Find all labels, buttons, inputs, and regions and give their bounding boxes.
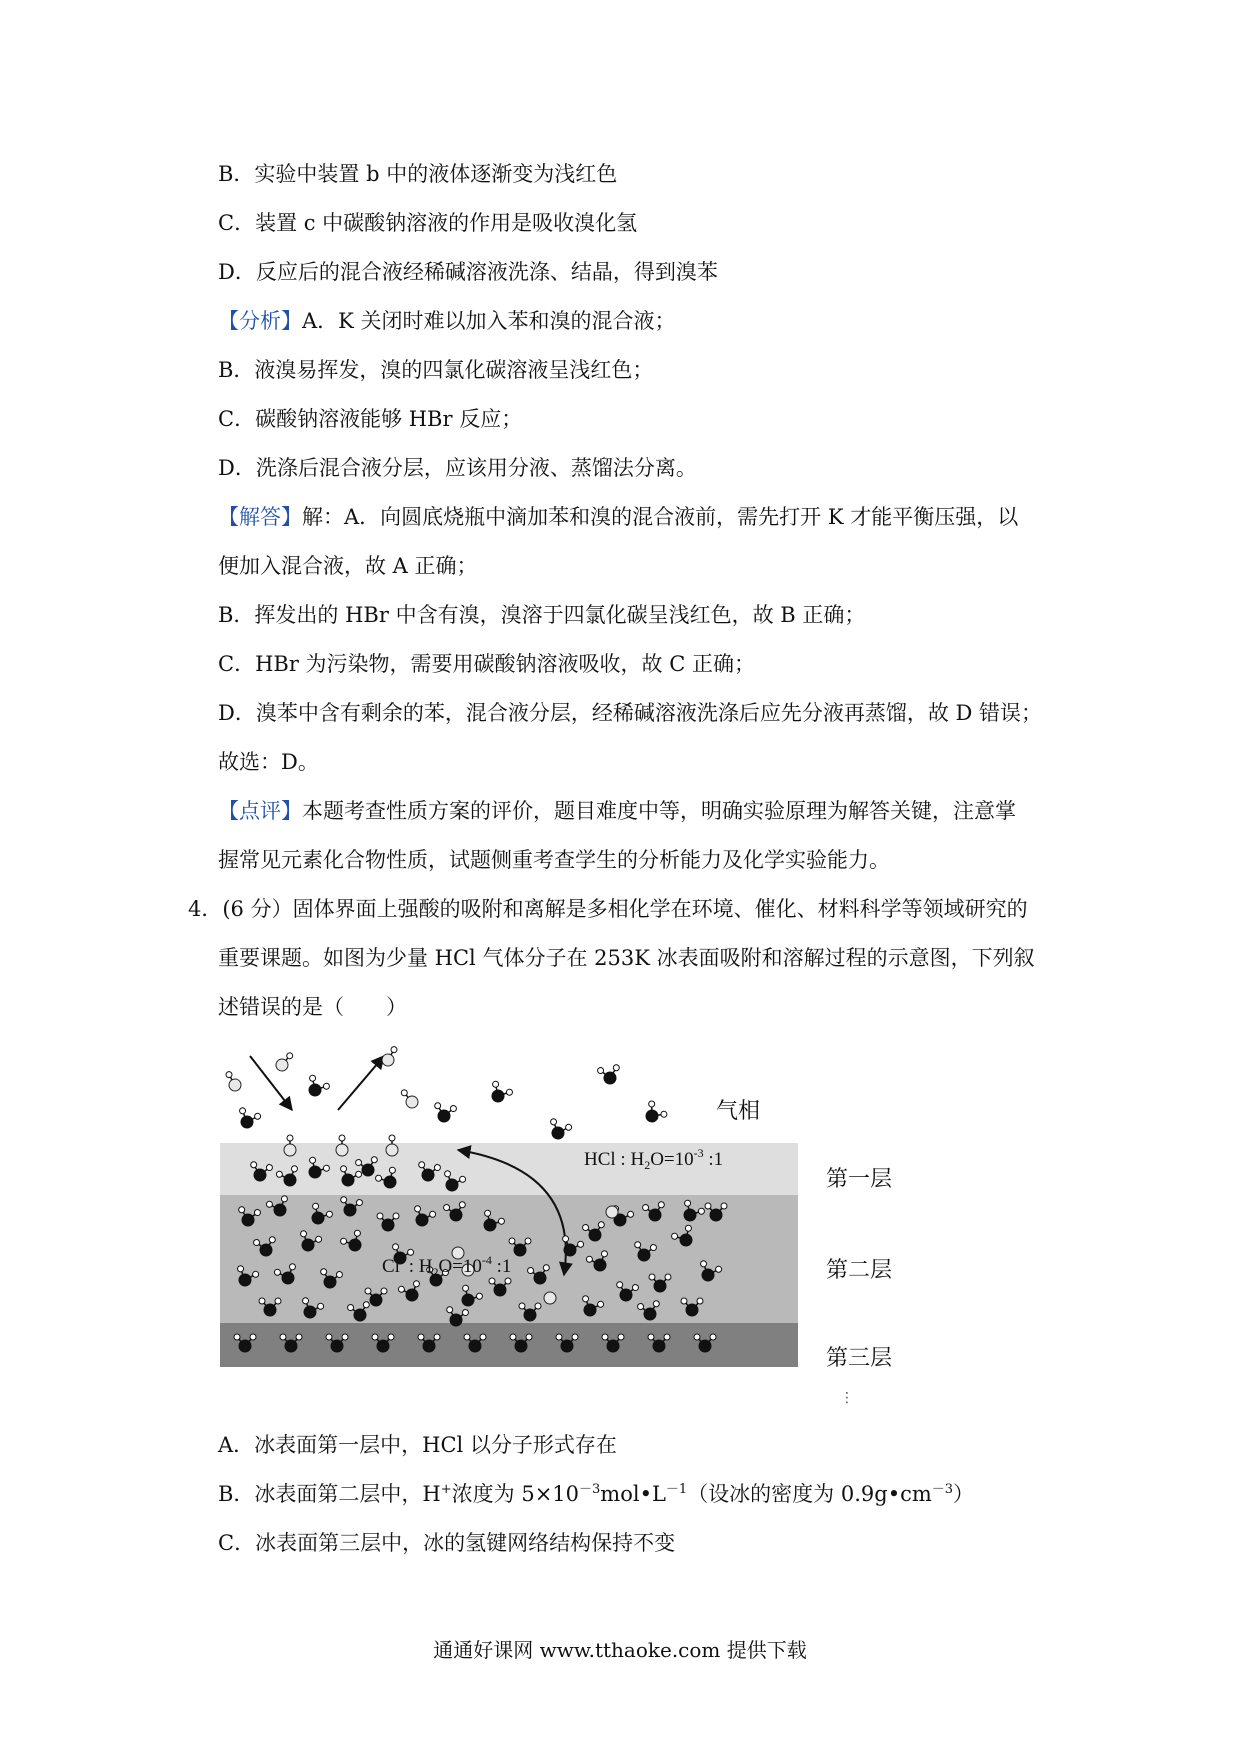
- water-molecule: [640, 1100, 668, 1128]
- layer-3-label: 第三层: [826, 1345, 893, 1370]
- option-b-line: B．实验中装置 b 中的液体逐渐变为浅红色: [218, 162, 618, 186]
- analysis-line-d: D．洗涤后混合液分层，应该用分液、蒸馏法分离。: [218, 456, 697, 480]
- layer-1-label: 第一层: [826, 1166, 893, 1191]
- option-4b-line: B．冰表面第二层中，H+浓度为 $5\times 10^{-3}mol•L^{-1}$（设冰的密度为 $0.9g•cm^{-3}$）: [218, 1482, 975, 1506]
- hcl-molecule: [386, 1135, 398, 1156]
- option-4a-line: A．冰表面第一层中，HCl 以分子形式存在: [218, 1433, 617, 1457]
- chloride-ion: [544, 1292, 556, 1304]
- water-molecule: [597, 1064, 622, 1086]
- water-molecule: [235, 1107, 262, 1131]
- review-line-1: [218, 797, 1016, 825]
- review-line-2: 握常见元素化合物性质，试题侧重考查学生的分析能力及化学实验能力。: [218, 848, 890, 872]
- hcl-molecule: [398, 1087, 421, 1111]
- water-molecule: [485, 1080, 513, 1107]
- analysis-line-c: C．碳酸钠溶液能够 HBr 反应；: [218, 407, 523, 431]
- hcl-molecule: [222, 1069, 243, 1093]
- question-4-line-3: 述错误的是（ ）: [218, 995, 407, 1019]
- water-molecule: [546, 1118, 573, 1142]
- water-molecule: [302, 1074, 330, 1101]
- continuation-dots: ⋮: [840, 1390, 854, 1406]
- option-4c-line: C．冰表面第三层中，冰的氢键网络结构保持不变: [218, 1531, 676, 1555]
- answer-line-a1: [218, 503, 1018, 531]
- analysis-tag: 【分析】: [218, 309, 302, 333]
- layer-2-label: 第二层: [826, 1257, 893, 1282]
- answer-tag: 【解答】: [218, 505, 302, 529]
- analysis-a-text: A．K 关闭时难以加入苯和溴的混合液；: [302, 309, 676, 333]
- option-d-line: D．反应后的混合液经稀碱溶液洗涤、结晶，得到溴苯: [218, 260, 718, 284]
- answer-choice-line: 故选：D。: [218, 750, 319, 774]
- page-footer: 通通好课网 www.tthaoke.com 提供下载: [433, 1638, 807, 1662]
- water-molecule: [432, 1102, 457, 1124]
- hcl-molecule: [336, 1135, 348, 1156]
- gas-phase-label: 气相: [716, 1098, 761, 1123]
- option-c-line: C．装置 c 中碳酸钠溶液的作用是吸收溴化氢: [218, 211, 638, 235]
- answer-line-d: D．溴苯中含有剩余的苯，混合液分层，经稀碱溶液洗涤后应先分液再蒸馏，故 D 错误；: [218, 701, 1043, 725]
- answer-line-a2: 便加入混合液，故 A 正确；: [218, 554, 478, 578]
- hcl-ice-surface-diagram: [200, 1040, 900, 1410]
- hcl-molecule: [380, 1044, 401, 1068]
- answer-a1-text: 解：A．向圆底烧瓶中滴加苯和溴的混合液前，需先打开 K 才能平衡压强，以: [302, 505, 1019, 529]
- outgoing-arrow: [338, 1056, 384, 1110]
- analysis-line-b: B．液溴易挥发，溴的四氯化碳溶液呈浅红色；: [218, 358, 654, 382]
- ratio-layer-2: Cl- : $H_2O=10^{-4}$ :1: [382, 1253, 512, 1279]
- question-4-line-1: 4．(6 分）固体界面上强酸的吸附和离解是多相化学在环境、催化、材料科学等领域研究的: [188, 897, 1028, 921]
- answer-line-c: C．HBr 为污染物，需要用碳酸钠溶液吸收，故 C 正确；: [218, 652, 755, 676]
- ratio-layer-1: HCl : $H_2O=10^{-3}$ :1: [584, 1146, 724, 1172]
- review-tag: 【点评】: [218, 799, 302, 823]
- review-1-text: 本题考查性质方案的评价，题目难度中等，明确实验原理为解答关键，注意掌: [302, 799, 1016, 823]
- hcl-molecule: [284, 1135, 296, 1156]
- chloride-ion: [606, 1206, 618, 1218]
- analysis-line-a: [218, 307, 676, 335]
- hcl-molecule: [274, 1050, 297, 1074]
- answer-line-b: B．挥发出的 HBr 中含有溴，溴溶于四氯化碳呈浅红色，故 B 正确；: [218, 603, 866, 627]
- question-4-line-2: 重要课题。如图为少量 HCl 气体分子在 253K 冰表面吸附和溶解过程的示意图，下列叙: [218, 946, 1035, 970]
